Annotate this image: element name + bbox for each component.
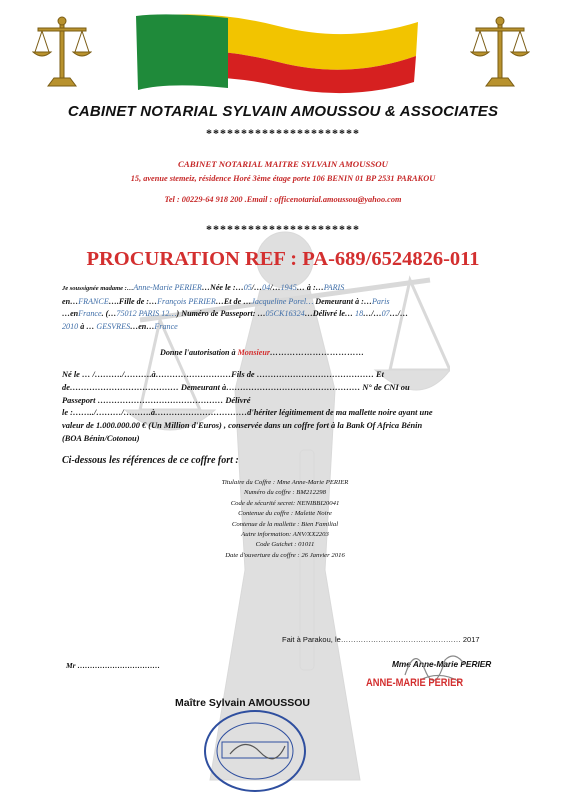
declarant-name: Anne-Marie PERIER bbox=[133, 283, 202, 292]
text: …/… bbox=[389, 309, 409, 318]
text: /… bbox=[251, 283, 263, 292]
coffre-intro: Ci-dessous les références de ce coffre fort : bbox=[62, 455, 239, 466]
mme-signature-label: Mme Anne-Marie PERIER bbox=[392, 659, 492, 669]
text: (BOA Bénin/Cotonou) bbox=[62, 433, 140, 443]
father-name: François PERIER bbox=[157, 296, 216, 306]
birth-month: 04 bbox=[262, 283, 271, 292]
cabinet-contact: Tel : 00229-64 918 200 .Email : officenotarial.amoussou@yahoo.com bbox=[164, 195, 402, 204]
text: . (… bbox=[101, 309, 117, 318]
text: ….Fille de :… bbox=[108, 296, 158, 306]
text: Passeport ……………………………………… Délivré bbox=[62, 395, 251, 405]
stamp-name: ANNE-MARIE PERIER bbox=[366, 677, 464, 689]
text: …en… bbox=[130, 321, 155, 331]
beneficiary-paragraph bbox=[62, 369, 512, 446]
coffre-line: Numéro du coffre : BM212298 bbox=[244, 489, 326, 497]
text: de………………………………… Demeurant à………………………………………… N° de CNI ou bbox=[62, 382, 410, 392]
text: …/… bbox=[363, 309, 382, 318]
coffre-line: Contenue de la mallette : Bien Familial bbox=[231, 520, 339, 528]
issue-month: 07 bbox=[381, 309, 390, 318]
mother-name: Jacqueline Porel… bbox=[251, 296, 314, 306]
text: /… bbox=[270, 283, 281, 292]
text: … à :… bbox=[296, 283, 324, 292]
text: …Délivré le… bbox=[304, 309, 356, 318]
coffre-line: Contenue du coffre : Malette Noire bbox=[238, 510, 332, 518]
coffre-line: Titulaire du Coffre : Mme Anne-Marie PERIER bbox=[221, 479, 349, 486]
issue-day: 18 bbox=[355, 309, 364, 318]
scale-icon-right bbox=[470, 14, 530, 90]
text: …Et de … bbox=[215, 296, 252, 306]
cabinet-subtitle: CABINET NOTARIAL MAITRE SYLVAIN AMOUSSOU bbox=[177, 159, 389, 169]
birth-year: 1945 bbox=[280, 283, 297, 292]
declaration-paragraph bbox=[62, 282, 512, 333]
coffre-line: Autre information: ANV/XX2203 bbox=[241, 531, 329, 539]
text: …………………………… bbox=[269, 348, 365, 357]
text: Donne l'autorisation à bbox=[160, 348, 238, 357]
beneficiary-title: Monsieur bbox=[237, 348, 270, 357]
procuration-title: PROCURATION REF : PA-689/6524826-011 bbox=[86, 248, 480, 270]
text: Né le … /………./……….à………………………Fils de …………………………………… Et bbox=[62, 370, 384, 379]
lady-justice-watermark bbox=[120, 150, 450, 790]
issue-country: France bbox=[154, 321, 178, 331]
official-stamp bbox=[200, 706, 310, 796]
residence-city: Paris bbox=[371, 296, 390, 306]
coffre-line: Date d'ouverture du coffre : 26 Janvier 2016 bbox=[225, 551, 345, 559]
birth-day: 05 bbox=[243, 283, 252, 292]
cabinet-address: 15, avenue stemeiz, résidence Horé 3ème étage porte 106 BENIN 01 BP 2531 PARAKOU bbox=[130, 174, 436, 183]
text: valeur de 1.000.000.00 € (Un Million d'Euros) , conservée dans un coffre fort à la Bank Of Africa Bénin bbox=[62, 421, 423, 431]
stars-separator-top: ********************** bbox=[206, 126, 360, 140]
text: …Née le :… bbox=[201, 283, 244, 292]
text: le :……../………/……….à……………………………d'hériter légitimement de ma mallette noire ayant une bbox=[62, 408, 433, 418]
issue-year: 2010 bbox=[62, 321, 79, 331]
residence-address: 75012 PARIS 12… bbox=[116, 309, 177, 318]
benin-flag bbox=[128, 8, 424, 94]
scale-icon-left bbox=[32, 14, 92, 90]
coffre-line: Code de sécurité secret: NENIBBI20041 bbox=[230, 499, 340, 507]
coffre-line: Code Guichet : 01011 bbox=[255, 541, 315, 549]
text: Je soussignée madame :… bbox=[62, 285, 134, 292]
notary-name: Maître Sylvain AMOUSSOU bbox=[175, 697, 310, 709]
stars-separator-bottom: ********************** bbox=[206, 222, 360, 236]
authorization-line bbox=[160, 347, 460, 360]
passport-number: 05CK16324 bbox=[265, 309, 305, 318]
birth-country: FRANCE bbox=[78, 296, 109, 306]
text: …en bbox=[62, 309, 79, 318]
issue-place: GESVRES bbox=[96, 321, 131, 331]
text: Demeurant à :… bbox=[313, 296, 372, 306]
birth-city: PARIS bbox=[323, 283, 345, 292]
cabinet-title: CABINET NOTARIAL SYLVAIN AMOUSSOU & ASSOCIATES bbox=[67, 103, 499, 120]
text: en… bbox=[62, 296, 79, 306]
residence-country: France bbox=[78, 309, 102, 318]
text: à … bbox=[78, 321, 97, 331]
text: ) Numéro de Passeport: … bbox=[176, 309, 266, 318]
mr-signature-line: Mr …………………………… bbox=[66, 661, 160, 670]
coffre-details bbox=[150, 478, 420, 561]
fait-a-line: Fait à Parakou, le………………………………………… 2017 bbox=[282, 635, 480, 644]
